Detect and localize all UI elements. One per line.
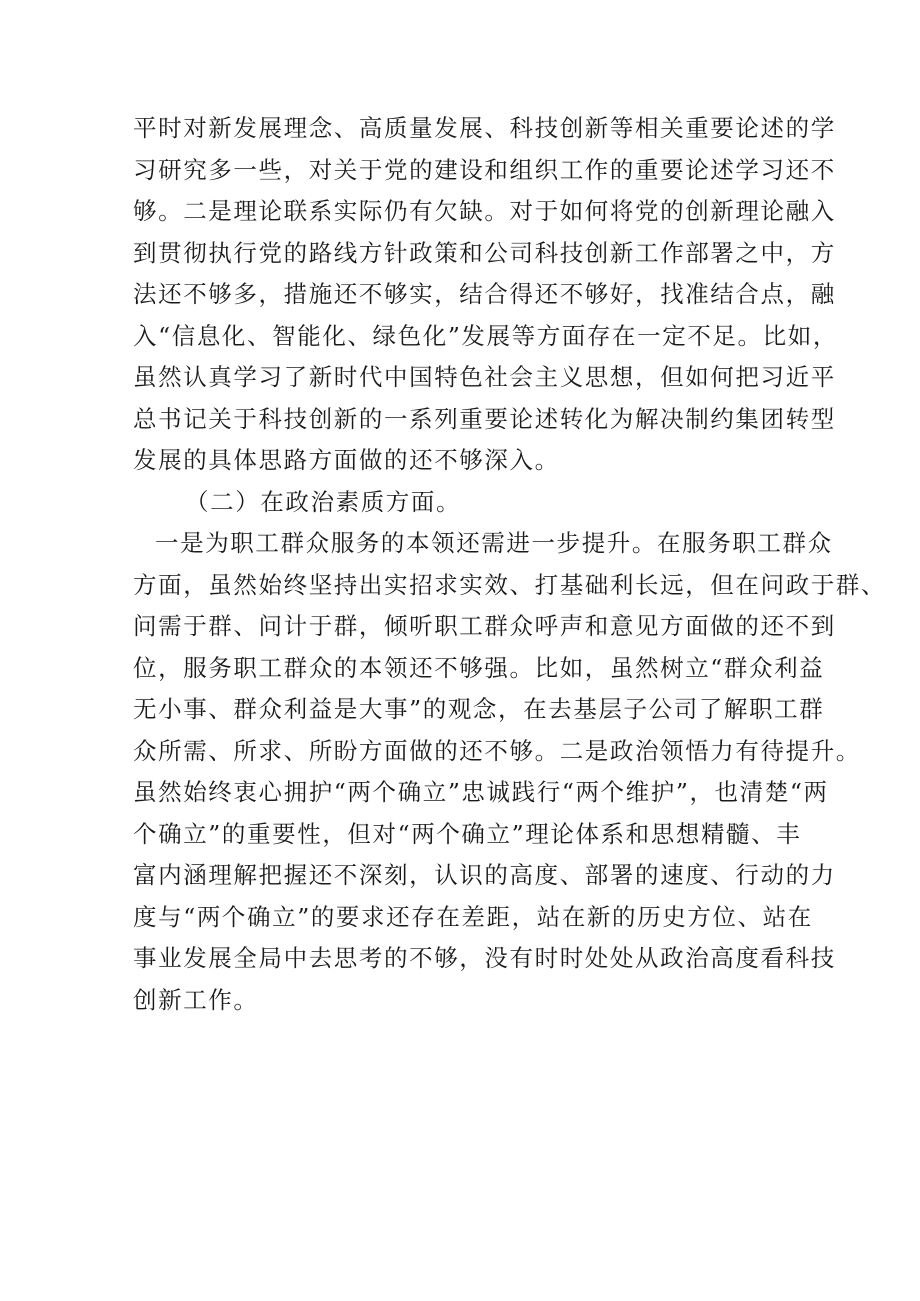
body-line: 位，服务职工群众的本领还不够强。比如，虽然树立“群众利益: [133, 653, 825, 682]
body-line: 够。二是理论联系实际仍有欠缺。对于如何将党的创新理论融入: [133, 197, 836, 225]
body-line: 无小事、群众利益是大事”的观念，在去基层子公司了解职工群: [133, 695, 825, 723]
body-line: 入“信息化、智能化、绿色化”发展等方面存在一定不足。比如，: [133, 321, 838, 350]
body-line: 问需于群、问计于群，倾听职工群众呼声和意见方面做的还不到: [133, 612, 836, 640]
body-line: 方面，虽然始终坚持出实招求实效、打基础利长远，但在问政于群、: [133, 570, 886, 599]
body-line: 发展的具体思路方面做的还不够深入。: [133, 446, 560, 474]
body-line: 习研究多一些，对关于党的建设和组织工作的重要论述学习还不: [133, 155, 836, 184]
document-body: [133, 108, 886, 1021]
body-line: 事业发展全局中去思考的不够，没有时时处处从政治高度看科技: [133, 944, 836, 972]
body-line: 富内涵理解把握还不深刻，认识的高度、部署的速度、行动的力: [133, 861, 836, 889]
body-line: 平时对新发展理念、高质量发展、科技创新等相关重要论述的学: [133, 114, 836, 142]
body-line: 虽然始终衷心拥护“两个确立”忠诚践行“两个维护”，也清楚“两: [133, 778, 829, 806]
body-line: 度与“两个确立”的要求还存在差距，站在新的历史方位、站在: [133, 902, 813, 931]
body-line: 众所需、所求、所盼方面做的还不够。二是政治领悟力有待提升。: [133, 736, 861, 765]
body-line: 一是为职工群众服务的本领还需进一步提升。在服务职工群众: [155, 529, 833, 557]
body-line: 到贯彻执行党的路线方针政策和公司科技创新工作部署之中，方: [133, 238, 836, 267]
body-line: 法还不够多，措施还不够实，结合得还不够好，找准结合点，融: [133, 280, 836, 308]
body-line: 虽然认真学习了新时代中国特色社会主义思想，但如何把习近平: [133, 363, 836, 391]
body-line: 总书记关于科技创新的一系列重要论述转化为解决制约集团转型: [133, 404, 836, 433]
body-line: 个确立”的重要性，但对“两个确立”理论体系和思想精髓、丰: [133, 819, 802, 848]
section-heading: （二）在政治素质方面。: [185, 487, 462, 516]
body-line: 创新工作。: [133, 985, 259, 1014]
